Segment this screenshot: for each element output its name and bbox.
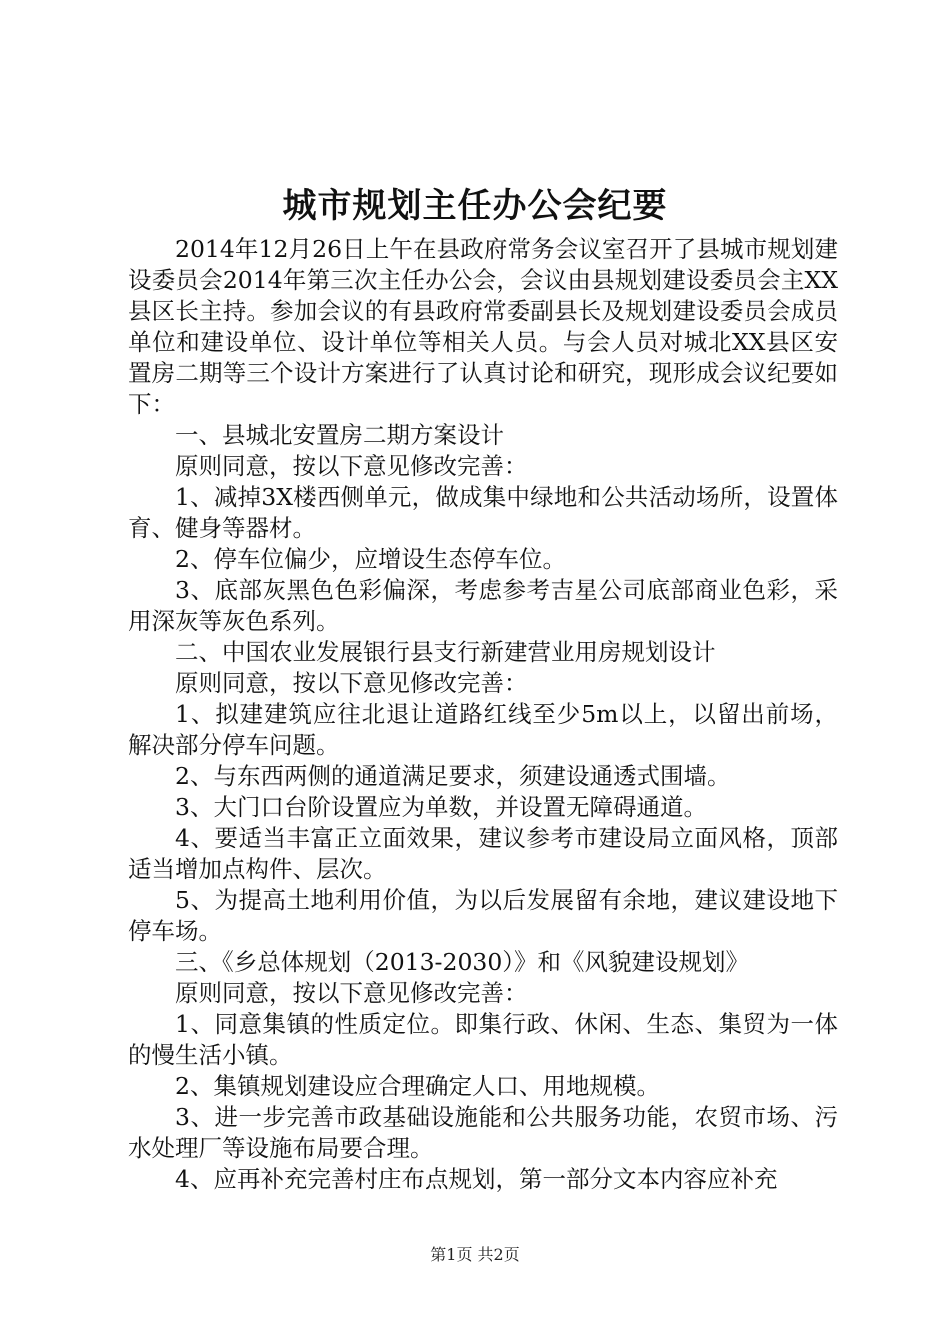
document-body [128,234,838,1195]
list-item: 4、应再补充完善村庄布点规划，第一部分文本内容应补充 [175,1165,778,1193]
list-item: 2、与东西两侧的通道满足要求，须建设通透式围墙。 [175,762,731,790]
section-heading-2: 二、中国农业发展银行县支行新建营业用房规划设计 [175,638,716,666]
list-item: 2、集镇规划建设应合理确定人口、用地规模。 [175,1072,660,1100]
section-heading-3: 三、《乡总体规划（2013-2030）》和《风貌建设规划》 [175,948,750,976]
section-heading-1: 一、县城北安置房二期方案设计 [175,421,504,449]
paragraph-intro: 2014年12月26日上午在县政府常务会议室召开了县城市规划建设委员会2014年第三次主任办公会，会议由县规划建设委员会主XX县区长主持。参加会议的有县政府常委副县长及规划建设委员会成员单位和建设单位、设计单位等相关人员。与会人员对城北XX县区安置房二期等三个设计方案进行了认真讨论和研究，现形成会议纪要如下： [128,235,838,418]
list-item: 3、大门口台阶设置应为单数，并设置无障碍通道。 [175,793,707,821]
page-number-footer: 第1页 共2页 [430,1245,520,1264]
list-item: 1、同意集镇的性质定位。即集行政、休闲、生态、集贸为一体的慢生活小镇。 [128,1010,838,1069]
list-item: 4、要适当丰富正立面效果，建议参考市建设局立面风格，顶部适当增加点构件、层次。 [128,824,838,883]
paragraph: 原则同意，按以下意见修改完善： [175,669,528,697]
list-item: 1、减掉3X楼西侧单元，做成集中绿地和公共活动场所，设置体育、健身等器材。 [128,483,838,542]
list-item: 1、拟建建筑应往北退让道路红线至少5m以上，以留出前场，解决部分停车问题。 [128,700,838,759]
paragraph: 原则同意，按以下意见修改完善： [175,452,528,480]
paragraph: 原则同意，按以下意见修改完善： [175,979,528,1007]
list-item: 5、为提高土地利用价值，为以后发展留有余地，建议建设地下停车场。 [128,886,838,945]
list-item: 3、底部灰黑色色彩偏深，考虑参考吉星公司底部商业色彩，采用深灰等灰色系列。 [128,576,838,635]
list-item: 3、进一步完善市政基础设施能和公共服务功能，农贸市场、污水处理厂等设施布局要合理。 [128,1103,838,1162]
list-item: 2、停车位偏少，应增设生态停车位。 [175,545,566,573]
document-title: 城市规划主任办公会纪要 [282,186,668,226]
